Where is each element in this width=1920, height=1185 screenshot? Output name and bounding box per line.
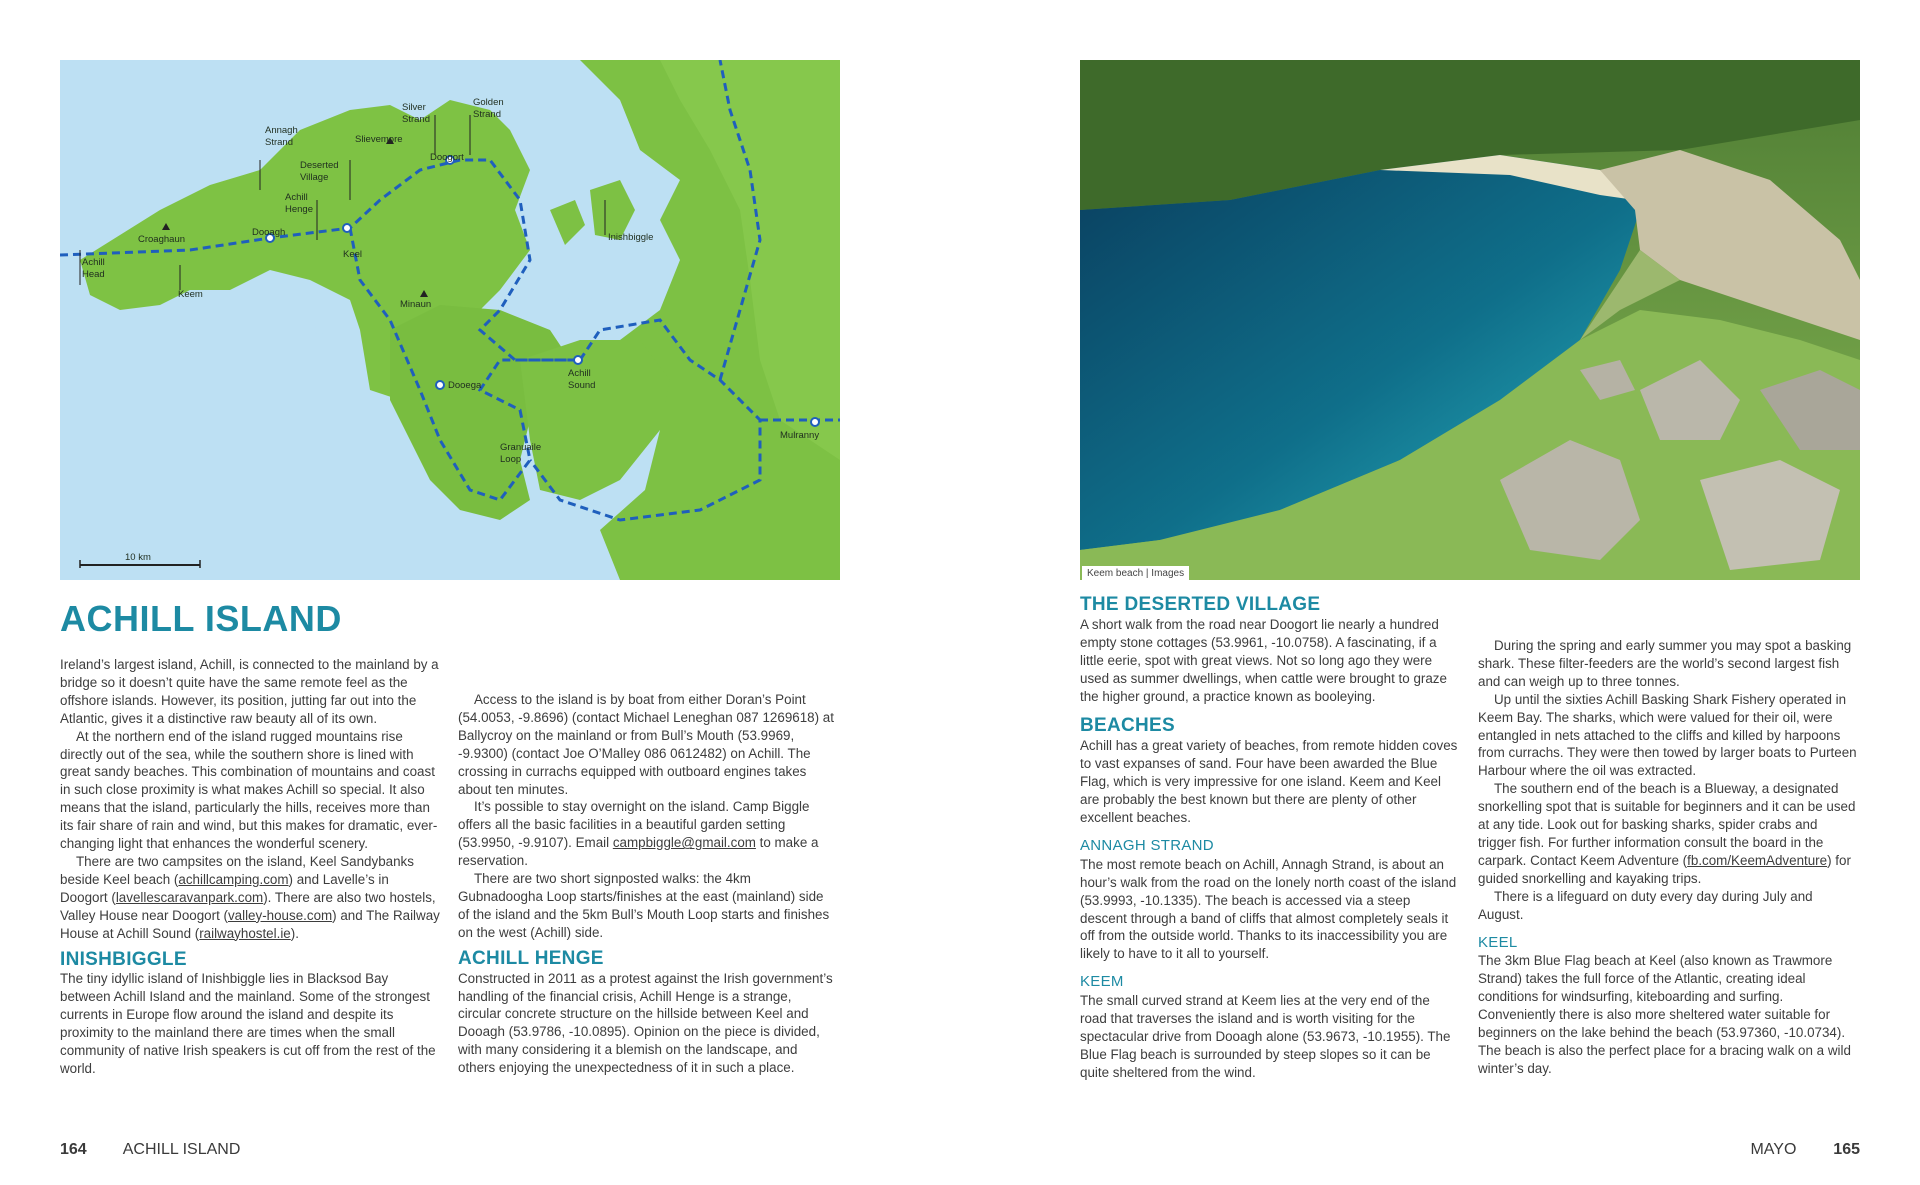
right-column-2 [1478, 601, 1858, 1078]
henge-heading: ACHILL HENGE [458, 947, 604, 969]
map-label-doogort: Doogort [430, 152, 464, 163]
valley-house-link[interactable]: valley-house.com [227, 907, 333, 923]
map-label-keem: Keem [178, 289, 203, 300]
map-label-keel: Keel [343, 249, 363, 260]
map-label-dooagh: Dooagh [252, 227, 286, 238]
right-footer [1700, 1141, 1860, 1159]
camp-paragraph: It’s possible to stay overnight on the island. Camp Biggle offers all the basic facilities in a beautiful garden setting (53.9950, -9.9107). Email campbiggle@gmail.com to make a reservation. [458, 799, 819, 869]
right-page-number: 165 [1833, 1141, 1860, 1158]
campbiggle-email-link[interactable]: campbiggle@gmail.com [612, 835, 756, 851]
map-label-achill-sound: Achill Sound [568, 368, 596, 391]
keel-paragraph: The 3km Blue Flag beach at Keel (also known as Trawmore Strand) takes the full force of the Atlantic, creating ideal conditions for windsurfing, kiteboarding and surfing. Conveniently there is also more sheltered water suitable for beginners on the lake behind the beach (53.97360, -10.0734). The beach is also the perfect place for a bracing walk on a wild winter’s day. [1478, 953, 1851, 1076]
beaches-heading: BEACHES [1080, 715, 1176, 737]
map-scale-label: 10 km [125, 552, 151, 563]
lavelles-link[interactable]: lavellescaravanpark.com [115, 889, 264, 905]
intro-paragraph-2: At the northern end of the island rugged mountains rise directly out of the sea, while the southern shore is lined with great sandy beaches. This combination of mountains and coast in such close proximity is what makes Achill so special. It also means that the island, particularly the hills, receives more than its fair share of rain and wind, but this makes for dramatic, ever-changing light that enhances the wonderful scenery. [60, 728, 438, 852]
map-label-slievemore: Slievemore [355, 134, 403, 145]
shark-paragraph-1: During the spring and early summer you may spot a basking shark. These filter-feeders are the world’s second largest fish and can weigh up to three tonnes. [1478, 638, 1852, 689]
map-label-achill-head: Achill Head [82, 257, 105, 280]
map-label-granuaile-loop: Granuaile Loop [500, 442, 542, 465]
keem-heading: KEEM [1080, 973, 1124, 991]
map-label-minaun: Minaun [400, 299, 432, 310]
map-illustration [60, 60, 840, 580]
left-running-head: ACHILL ISLAND [122, 1141, 241, 1158]
left-footer [60, 1141, 240, 1159]
deserted-village-heading: THE DESERTED VILLAGE [1080, 594, 1321, 615]
beaches-paragraph: Achill has a great variety of beaches, from remote hidden coves to vast expanses of sand. Four have been awarded the Blue Flag, which is very impressive for one island. Keem and Keel are probably the best known but there are plenty of other excellent beaches. [1080, 738, 1458, 825]
henge-paragraph: Constructed in 2011 as a protest against the Irish government’s handling of the financial crisis, Achill Henge is a strange, circular concrete structure on the hillside between Keel and Dooagh (53.9786, -10.0895). Opinion on the piece is divided, with many considering it a blemish on the landscape, and others enjoying the unexpectedness of it in such a place. [458, 970, 833, 1076]
deserted-village-paragraph: A short walk from the road near Doogort lie nearly a hundred empty stone cottages (53.9961, -10.0758). A fascinating, if a little eerie, spot with great views. Not so long ago they were used as summer dwellings, when cattle were brought to graze the higher ground, a practice known as booleying. [1080, 616, 1447, 704]
access-paragraph: Access to the island is by boat from either Doran’s Point (54.0053, -9.8696) (contact Michael Leneghan 087 1269618) at Ballycroy on the mainland or from Bull’s Mouth (53.9969, -9.9300) (contact Joe O’Malley 086 0612482) on Achill. The crossing in currachs equipped with outboard engines takes about ten minutes. [458, 692, 834, 797]
blueway-paragraph: The southern end of the beach is a Blueway, a designated snorkelling spot that is suitable for beginners and it can be used at any tide. Look out for basking sharks, spider crabs and trigger fish. For further information consult the board in the carpark. Contact Keem Adventure (fb.com/KeemAdventure) for guided snorkelling and kayaking trips. [1478, 781, 1856, 886]
keel-heading: KEEL [1478, 933, 1518, 951]
left-column-1 [60, 656, 440, 1078]
right-running-head: MAYO [1750, 1141, 1797, 1158]
achill-map [60, 60, 840, 580]
lifeguard-paragraph: There is a lifeguard on duty every day during July and August. [1478, 888, 1813, 922]
map-label-golden-strand: Golden Strand [473, 97, 504, 120]
keem-beach-photo [1080, 60, 1860, 580]
annagh-strand-heading: ANNAGH STRAND [1080, 836, 1214, 854]
map-label-inishbiggle: Inishbiggle [608, 232, 654, 243]
campsites-paragraph: There are two campsites on the island, Keel Sandybanks beside Keel beach (achillcamping.com) and Lavelle’s in Doogort (lavellescaravanpark.com). There are also two hostels, Valley House near Doogort (valley-house.com) and The Railway House at Achill Sound (railwayhostel.ie). [60, 853, 440, 941]
left-page-number: 164 [60, 1141, 87, 1158]
right-column-1 [1080, 596, 1460, 1082]
photo-illustration [1080, 60, 1860, 580]
railway-hostel-link[interactable]: railwayhostel.ie [199, 925, 291, 941]
map-label-croaghaun: Croaghaun [138, 234, 186, 245]
map-label-deserted-village: Deserted Village [300, 160, 339, 183]
achill-camping-link[interactable]: achillcamping.com [178, 871, 289, 887]
inishbiggle-heading: INISHBIGGLE [60, 948, 187, 970]
photo-caption: Keem beach | Images [1082, 566, 1189, 581]
map-label-dooega: Dooega [448, 380, 482, 391]
keem-adventure-link[interactable]: fb.com/KeemAdventure [1687, 852, 1828, 868]
map-label-silver-strand: Silver Strand [402, 102, 430, 125]
intro-paragraph-1: Ireland’s largest island, Achill, is connected to the mainland by a bridge so it doesn’t quite have the same remote feel as the offshore islands. However, its position, jutting far out into the Atlantic, gives it a distinctive raw beauty all of its own. [60, 657, 439, 726]
keem-paragraph: The small curved strand at Keem lies at the very end of the road that traverses the island and is worth visiting for the spectacular drive from Dooagh alone (53.9673, -10.1955). The Blue Flag beach is surrounded by steep slopes so it can be quite sheltered from the wind. [1080, 993, 1451, 1080]
inishbiggle-paragraph: The tiny idyllic island of Inishbiggle lies in Blacksod Bay between Achill Island and the mainland. Some of the strongest currents in Europe flow around the island and despite its proximity to the mainland there are times when the small community of native Irish speakers is cut off from the rest of the world. [60, 971, 436, 1076]
annagh-strand-paragraph: The most remote beach on Achill, Annagh Strand, is about an hour’s walk from the road on the lonely north coast of the island (53.9993, -10.1335). The beach is accessed via a steep descent through a band of cliffs that almost completely seals it off from the outside world. Thanks to its inaccessibility you are likely to have to it all to yourself. [1080, 856, 1457, 962]
shark-paragraph-2: Up until the sixties Achill Basking Shark Fishery operated in Keem Bay. The sharks, which were valued for their oil, were entangled in nets attached to the cliffs and killed by harpoons from currachs. They were then towed by larger boats to Purteen Harbour where the oil was extracted. [1478, 691, 1857, 779]
map-label-achill-henge: Achill Henge [285, 192, 313, 215]
page-title: ACHILL ISLAND [60, 598, 342, 639]
walks-paragraph: There are two short signposted walks: the 4km Gubnadoogha Loop starts/finishes at the east (mainland) side of the island and the 5km Bull’s Mouth Loop starts and finishes on the west (Achill) side. [458, 871, 830, 940]
left-column-2 [458, 656, 838, 1077]
map-label-annagh-strand: Annagh Strand [265, 125, 298, 148]
map-label-mulranny: Mulranny [780, 430, 820, 441]
